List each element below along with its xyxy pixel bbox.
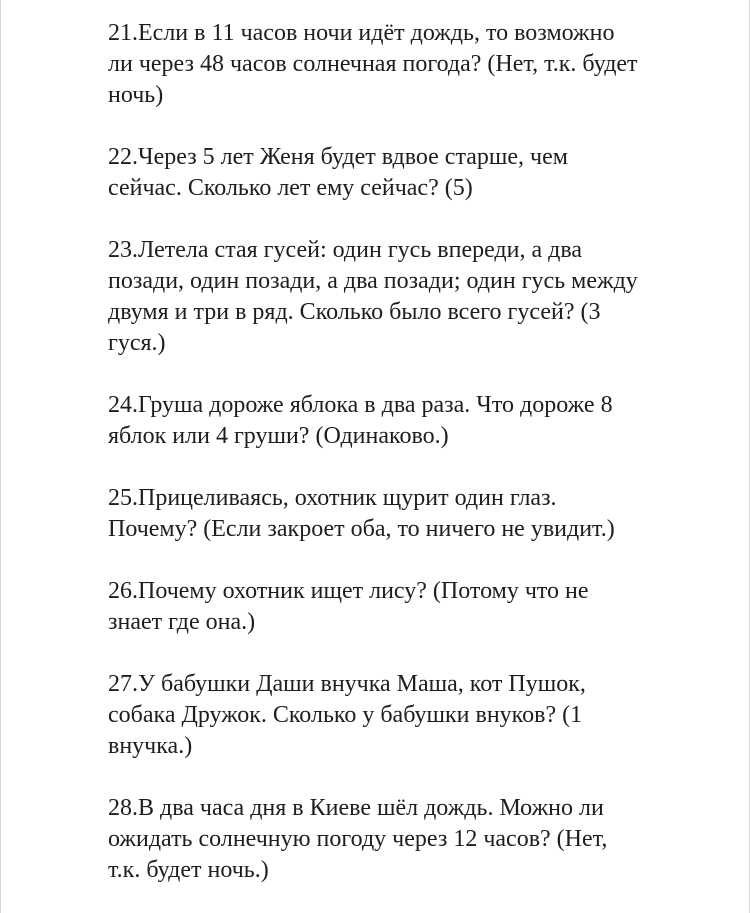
riddle-line: Почему? (Если закроет оба, то ничего не увидит.) bbox=[108, 516, 615, 542]
riddle-25 bbox=[108, 483, 708, 545]
riddle-28 bbox=[108, 793, 708, 886]
riddle-26 bbox=[108, 576, 708, 638]
riddle-line: 28.В два часа дня в Киеве шёл дождь. Можно ли bbox=[108, 795, 604, 821]
riddle-line: собака Дружок. Сколько у бабушки внуков? (1 bbox=[108, 702, 583, 728]
riddle-line: 21.Если в 11 часов ночи идёт дождь, то возможно bbox=[108, 20, 615, 46]
riddle-line: т.к. будет ночь.) bbox=[108, 857, 269, 883]
riddle-line: ожидать солнечную погоду через 12 часов? (Нет, bbox=[108, 826, 608, 852]
riddle-line: яблок или 4 груши? (Одинаково.) bbox=[108, 423, 449, 449]
riddle-line: двумя и три в ряд. Сколько было всего гусей? (3 bbox=[108, 299, 601, 325]
riddle-line: позади, один позади, а два позади; один гусь между bbox=[108, 268, 638, 294]
riddle-27 bbox=[108, 669, 708, 762]
riddle-line: гуся.) bbox=[108, 330, 166, 356]
riddle-line: 23.Летела стая гусей: один гусь впереди, а два bbox=[108, 237, 583, 263]
riddle-line: ли через 48 часов солнечная погода? (Нет, т.к. будет bbox=[108, 51, 638, 77]
riddle-list bbox=[108, 18, 708, 886]
riddle-23 bbox=[108, 235, 708, 359]
riddle-line: 25.Прицеливаясь, охотник щурит один глаз. bbox=[108, 485, 557, 511]
riddle-line: внучка.) bbox=[108, 733, 193, 759]
riddle-line: ночь) bbox=[108, 82, 164, 108]
riddle-24 bbox=[108, 390, 708, 452]
riddle-21 bbox=[108, 18, 708, 111]
riddle-line: 24.Груша дороже яблока в два раза. Что дороже 8 bbox=[108, 392, 613, 418]
riddle-line: 22.Через 5 лет Женя будет вдвое старше, чем bbox=[108, 144, 568, 170]
riddle-line: 26.Почему охотник ищет лису? (Потому что не bbox=[108, 578, 589, 604]
riddle-line: 27.У бабушки Даши внучка Маша, кот Пушок, bbox=[108, 671, 586, 697]
riddle-line: сейчас. Сколько лет ему сейчас? (5) bbox=[108, 175, 473, 201]
riddle-line: знает где она.) bbox=[108, 609, 256, 635]
riddle-22 bbox=[108, 142, 708, 204]
